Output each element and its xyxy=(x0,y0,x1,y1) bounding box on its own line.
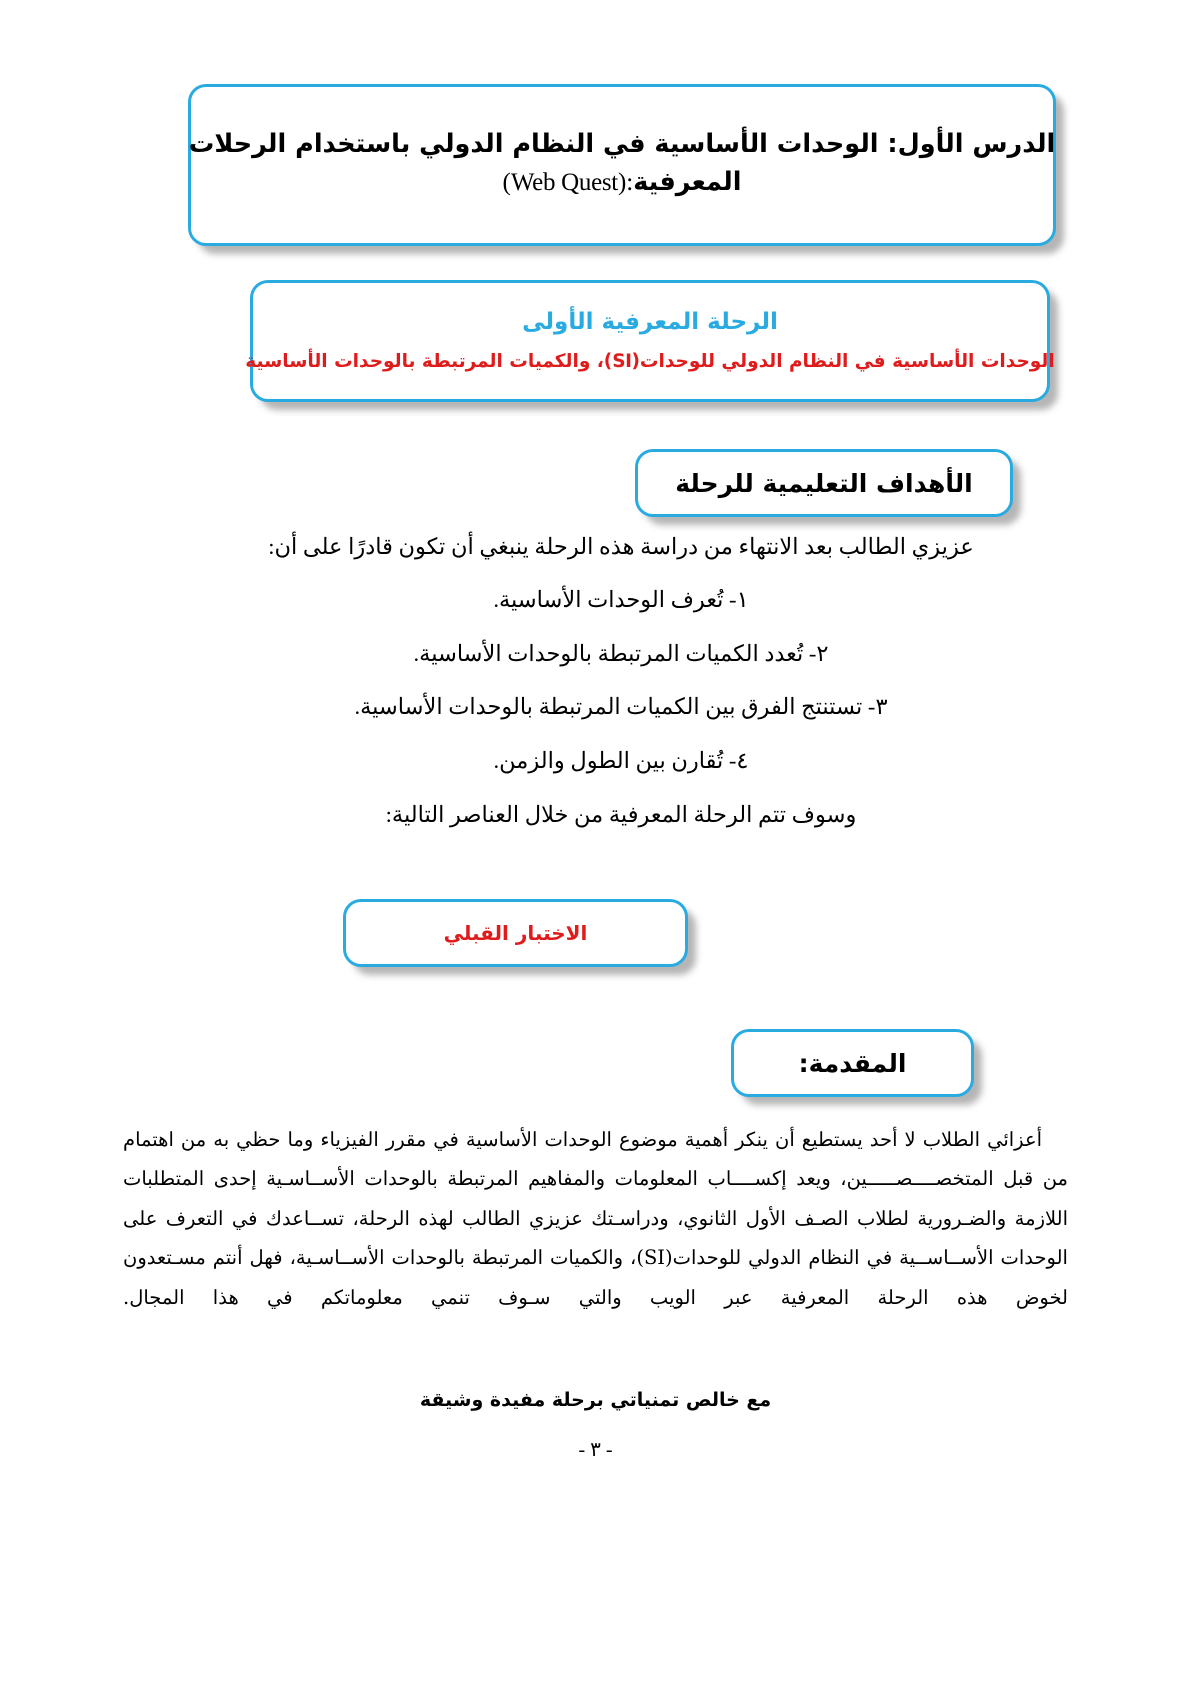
objectives-heading-label: الأهداف التعليمية للرحلة xyxy=(675,468,973,498)
objective-item: ٢- تُعدد الكميات المرتبطة بالوحدات الأساسية. xyxy=(413,640,829,666)
objectives-tail-text: وسوف تتم الرحلة المعرفية من خلال العناصر التالية: xyxy=(385,801,857,827)
objectives-list xyxy=(191,583,1051,778)
closing-wishes-line: مع خالص تمنياتي برحلة مفيدة وشيقة xyxy=(419,1389,772,1411)
lesson-title-line-2 xyxy=(503,164,742,201)
objective-item: ٣- تستنتج الفرق بين الكميات المرتبطة بالوحدات الأساسية. xyxy=(354,694,888,720)
webquest-subheading-part1: الوحدات الأساسية في النظام الدولي للوحدات xyxy=(639,351,1055,373)
introduction-paragraph xyxy=(123,1120,1068,1317)
objectives-lead-text: عزيزي الطالب بعد الانتهاء من دراسة هذه الرحلة ينبغي أن تكون قادرًا على أن: xyxy=(268,534,974,559)
lesson-title-line-1: الدرس الأول: الوحدات الأساسية في النظام الدولي باستخدام الرحلات xyxy=(188,128,1056,159)
objective-item: ٤- تُقارن بين الطول والزمن. xyxy=(493,748,749,773)
webquest-heading: الرحلة المعرفية الأولى xyxy=(522,308,778,335)
pretest-label: الاختبار القبلي xyxy=(443,921,588,945)
objectives-body xyxy=(191,530,1051,832)
objective-item: ١- تُعرف الوحدات الأساسية. xyxy=(493,586,749,612)
introduction-text-part2: ، والكميات المرتبطة بالوحدات الأســاسـية، فهل أنتم مسـتعدون لخوض هذه الرحلة المعرفية عبر الويب والتي سـوف تنمي معلوماتكم في هذا المجال. xyxy=(123,1246,1068,1309)
objectives-heading-box xyxy=(635,449,1013,517)
webquest-subheading-part2: ، والكميات المرتبطة بالوحدات الأساسية xyxy=(245,351,604,373)
introduction-paragraph-text xyxy=(123,1120,1068,1317)
introduction-heading-label: المقدمة: xyxy=(798,1048,907,1078)
lesson-title-box xyxy=(188,84,1056,246)
pretest-box[interactable] xyxy=(343,899,688,967)
first-webquest-box xyxy=(245,280,1055,402)
introduction-text-part1: أعزائي الطلاب لا أحد يستطيع أن ينكر أهمية موضوع الوحدات الأساسية في مقرر الفيزياء وما حظي به من اهتمام من قبل المتخصــــصـــــين، ويعد إكســــاب المعلومات والمفاهيم المرتبطة بالوحدات الأســاسـية إحدى المتطلبات اللازمة والضـرورية لطلاب الصـف الأول الثانوي، ودراسـتك عزيزي الطالب لهذه الرحلة، تســاعدك في التعرف على الوحدات الأســاســية في النظام الدولي للوحدات xyxy=(123,1128,1068,1270)
introduction-si-label: (SI) xyxy=(636,1246,673,1270)
lesson-title-latin-part: (Web Quest): xyxy=(502,168,634,196)
webquest-subheading-si-label: (SI) xyxy=(603,351,640,373)
page-number-footer: - ٣ - xyxy=(578,1439,613,1461)
webquest-subheading xyxy=(245,350,1054,374)
introduction-heading-box xyxy=(731,1029,974,1097)
lesson-title-arabic-part: المعرفية xyxy=(633,166,742,197)
